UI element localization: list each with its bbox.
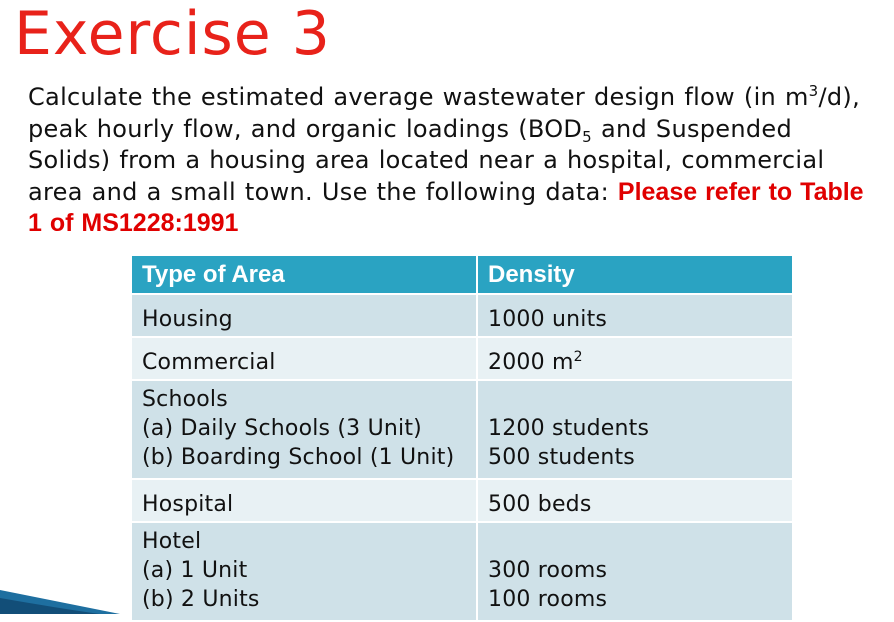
density-value: 2000 m <box>488 350 574 375</box>
table-header-row <box>131 255 793 294</box>
cell-area: Housing <box>131 294 477 337</box>
table-row-commercial <box>131 337 793 380</box>
area-label: Hotel <box>142 529 202 554</box>
table-row-schools <box>131 380 793 479</box>
cell-density: 1000 units <box>477 294 793 337</box>
cell-area: Hospital <box>131 479 477 522</box>
density-b: 100 rooms <box>488 587 608 612</box>
area-label: Schools <box>142 387 228 412</box>
area-sub-b: (b) Boarding School (1 Unit) <box>142 445 455 470</box>
slide-corner-decoration <box>0 584 120 614</box>
table-row-housing <box>131 294 793 337</box>
cell-density: 500 beds <box>477 479 793 522</box>
header-type-of-area: Type of Area <box>131 255 477 294</box>
superscript-3: 3 <box>808 82 819 100</box>
table-row-hotel <box>131 522 793 621</box>
table-row-hospital <box>131 479 793 522</box>
cell-area <box>131 380 477 479</box>
cell-density <box>477 380 793 479</box>
area-sub-b: (b) 2 Units <box>142 587 260 612</box>
description-text-2: /d), peak hourly flow, and organic loadings (BOD <box>28 83 861 143</box>
description-text-3: and Suspended Solids) from a housing area located near a hospital, commercial area and a small town. Use the following data: <box>28 114 825 206</box>
cell-density <box>477 522 793 621</box>
cell-density <box>477 337 793 380</box>
density-b: 500 students <box>488 445 635 470</box>
exercise-description <box>28 82 878 240</box>
density-unit-superscript: 2 <box>573 349 583 365</box>
cell-area: Commercial <box>131 337 477 380</box>
slide-title: Exercise 3 <box>14 0 331 69</box>
density-a: 1200 students <box>488 416 650 441</box>
area-sub-a: (a) 1 Unit <box>142 558 248 583</box>
description-text-1: Calculate the estimated average wastewater design flow (in m <box>28 83 809 111</box>
subscript-5: 5 <box>582 127 593 146</box>
header-density: Density <box>477 255 793 294</box>
density-table <box>130 254 794 622</box>
table-reference-note: Please refer to Table 1 of MS1228:1991 <box>28 177 864 237</box>
cell-area <box>131 522 477 621</box>
density-a: 300 rooms <box>488 558 608 583</box>
area-sub-a: (a) Daily Schools (3 Unit) <box>142 416 422 441</box>
